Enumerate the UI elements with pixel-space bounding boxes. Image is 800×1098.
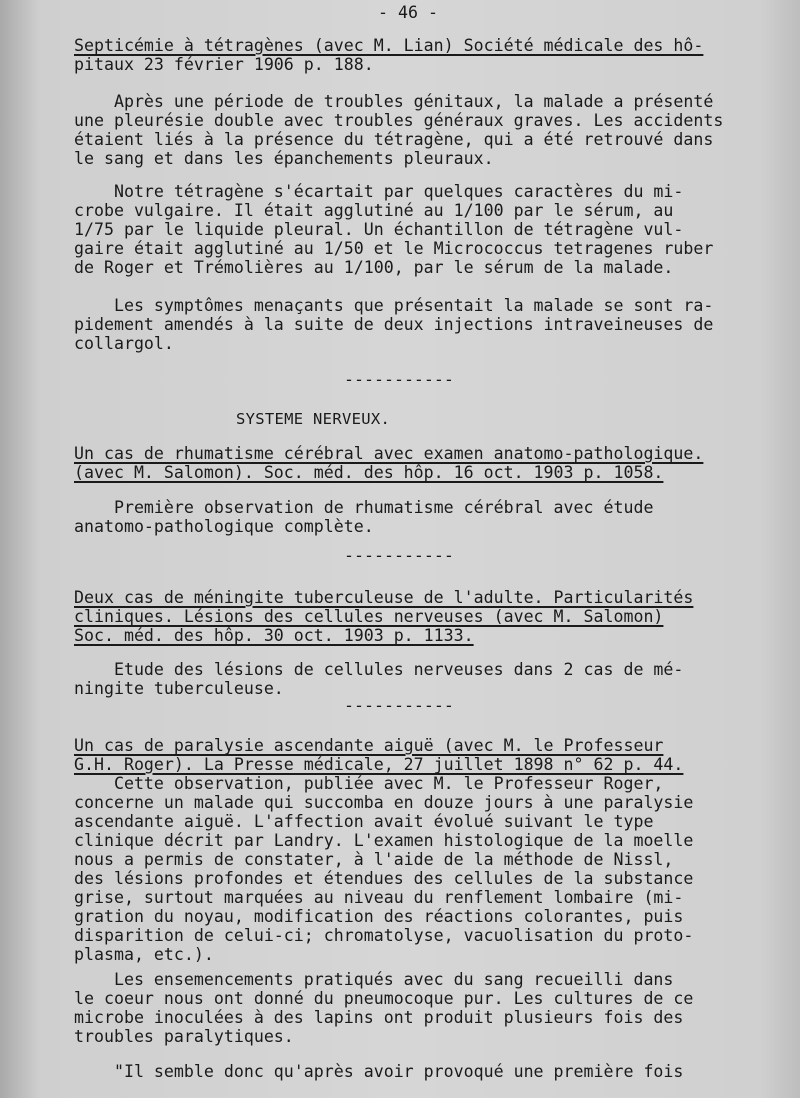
text-line: pitaux 23 février 1906 p. 188.	[74, 55, 374, 74]
text-line: 1/75 par le liquide pleural. Un échantillon de tétragène vul-	[74, 220, 684, 239]
text-line: étaient liés à la présence du tétragène, qui a été retrouvé dans	[74, 130, 714, 149]
underlined-title: cliniques. Lésions des cellules nerveuses (avec M. Salomon)	[74, 607, 664, 626]
text-line: troubles paralytiques.	[74, 1027, 294, 1046]
text-line: Après une période de troubles génitaux, la malade a présenté	[74, 92, 714, 111]
reference-rhumatisme	[74, 444, 774, 482]
underlined-title: (avec M. Salomon). Soc. méd. des hôp. 16 oct. 1903 p. 1058.	[74, 463, 664, 482]
text-line	[74, 626, 774, 645]
text-line: gaire était agglutiné au 1/50 et le Micrococcus tetragenes ruber	[74, 239, 714, 258]
underlined-title: Un cas de paralysie ascendante aiguë (avec M. le Professeur	[74, 736, 664, 755]
section-heading: SYSTEME NERVEUX.	[236, 410, 391, 428]
paragraph	[74, 970, 774, 1046]
underlined-title: Un cas de rhumatisme cérébral avec examen anatomo-pathologique.	[74, 444, 704, 463]
paragraph	[74, 498, 774, 536]
text-line: collargol.	[74, 334, 174, 353]
separator: -----------	[344, 546, 454, 565]
text-line: microbe inoculées à des lapins ont produit plusieurs fois des	[74, 1008, 684, 1027]
text-line	[74, 755, 774, 774]
text-line: ascendante aiguë. L'affection avait évolué suivant le type	[74, 812, 654, 831]
underlined-title: Septicémie à tétragènes (avec M. Lian) Société médicale des hô-	[74, 36, 704, 55]
text-line	[74, 463, 774, 482]
text-line: Les ensemencements pratiqués avec du sang recueilli dans	[74, 970, 674, 989]
text-line: disparition de celui-ci; chromatolyse, vacuolisation du proto-	[74, 926, 694, 945]
paragraph	[74, 1062, 774, 1081]
text-line: le sang et dans les épanchements pleuraux.	[74, 149, 494, 168]
separator: -----------	[344, 370, 454, 389]
reference-meningite	[74, 588, 774, 645]
text-line: ningite tuberculeuse.	[74, 679, 284, 698]
underlined-title: G.H. Roger). La Presse médicale, 27 juillet 1898 n° 62 p. 44.	[74, 755, 684, 774]
paragraph	[74, 92, 774, 168]
text-line: le coeur nous ont donné du pneumocoque pur. Les cultures de ce	[74, 989, 694, 1008]
text-line: concerne un malade qui succomba en douze jours à une paralysie	[74, 793, 694, 812]
separator: -----------	[344, 696, 454, 715]
text-line	[74, 736, 774, 755]
text-line: Cette observation, publiée avec M. le Professeur Roger,	[74, 774, 664, 793]
text-line	[74, 36, 774, 55]
text-line: "Il semble donc qu'après avoir provoqué une première fois	[74, 1062, 684, 1081]
text-line	[74, 444, 774, 463]
text-line	[74, 607, 774, 626]
text-line: Première observation de rhumatisme cérébral avec étude	[74, 498, 654, 517]
reference-septicemie	[74, 36, 774, 74]
text-line: grise, surtout marquées au niveau du renflement lombaire (mi-	[74, 888, 684, 907]
text-line: des lésions profondes et étendues des cellules de la substance	[74, 869, 694, 888]
text-line: nous a permis de constater, à l'aide de la méthode de Nissl,	[74, 850, 674, 869]
text-line: crobe vulgaire. Il était agglutiné au 1/100 par le sérum, au	[74, 201, 674, 220]
paragraph	[74, 182, 774, 277]
page-number: - 46 -	[378, 3, 438, 22]
text-line	[74, 588, 774, 607]
underlined-title: Deux cas de méningite tuberculeuse de l'adulte. Particularités	[74, 588, 694, 607]
underlined-title: Soc. méd. des hôp. 30 oct. 1903 p. 1133.	[74, 626, 474, 645]
text-line: Etude des lésions de cellules nerveuses dans 2 cas de mé-	[74, 660, 684, 679]
paragraph	[74, 296, 774, 353]
text-line: de Roger et Trémolières au 1/100, par le sérum de la malade.	[74, 258, 674, 277]
text-line: clinique décrit par Landry. L'examen histologique de la moelle	[74, 831, 694, 850]
text-line: plasma, etc.).	[74, 945, 214, 964]
text-line: gration du noyau, modification des réactions colorantes, puis	[74, 907, 684, 926]
reference-paralysie	[74, 736, 774, 964]
paragraph	[74, 660, 774, 698]
text-line: anatomo-pathologique complète.	[74, 517, 374, 536]
text-line: Les symptômes menaçants que présentait la malade se sont ra-	[74, 296, 714, 315]
text-line: Notre tétragène s'écartait par quelques caractères du mi-	[74, 182, 684, 201]
text-line: une pleurésie double avec troubles généraux graves. Les accidents	[74, 111, 724, 130]
text-line: pidement amendés à la suite de deux injections intraveineuses de	[74, 315, 714, 334]
